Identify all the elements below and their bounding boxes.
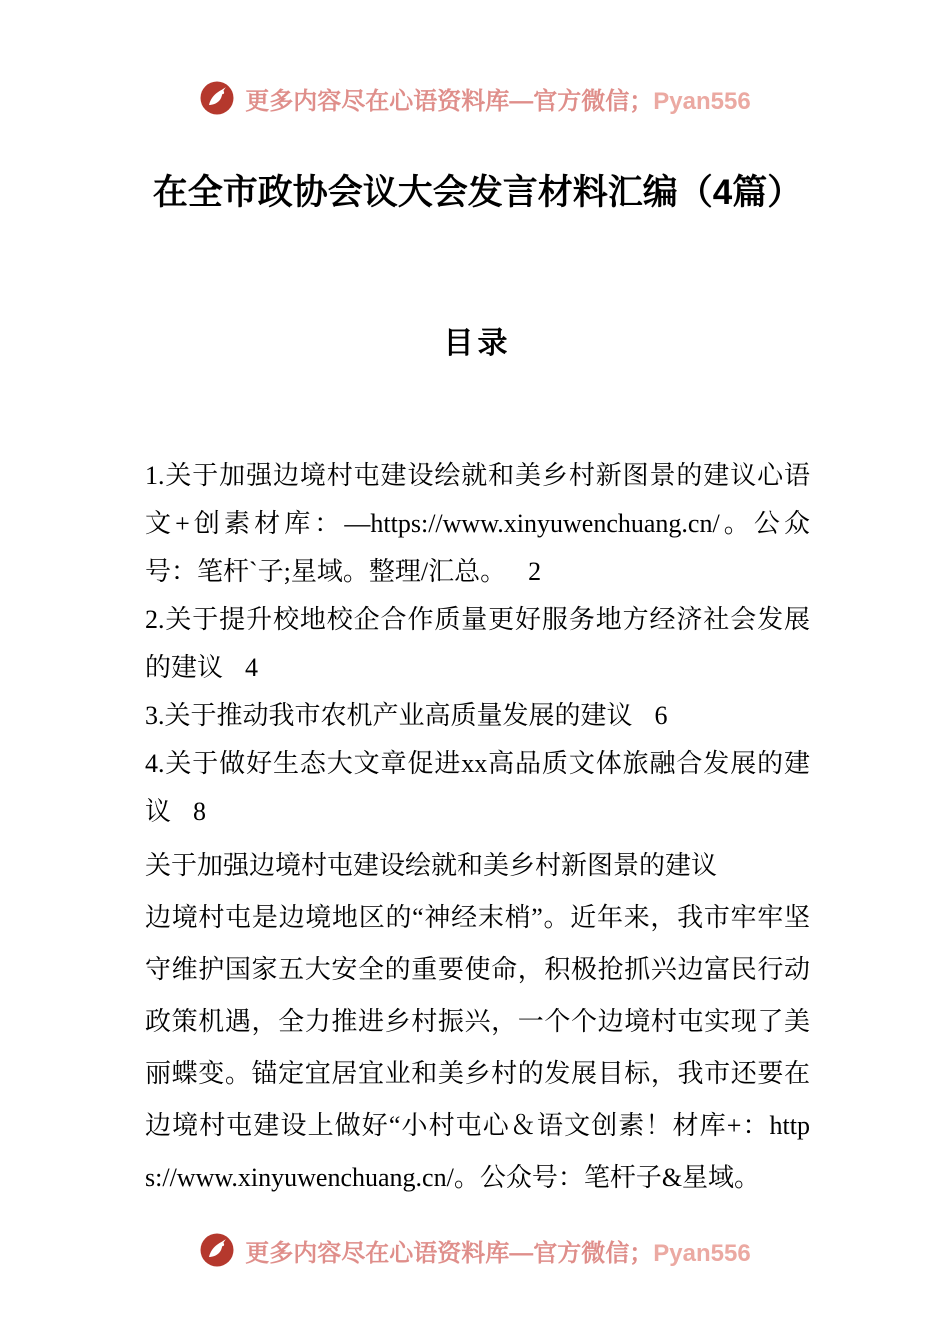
toc-item-1 <box>145 452 810 596</box>
document-title: 在全市政协会议大会发言材料汇编（4篇） <box>152 173 803 212</box>
toc-item-page: 6 <box>654 701 668 730</box>
watermark-prefix: 更多内容尽在心语资料库—官方微信； <box>245 87 654 115</box>
watermark-account: Pyan556 <box>653 1239 751 1267</box>
toc-item-label: 2.关于提升校地校企合作质量更好服务地方经济社会发展的建议 <box>145 605 810 682</box>
toc-item-label: 1.关于加强边境村屯建设绘就和美乡村新图景的建议心语文+创素材库：—https://www.xinyuwenchuang.cn/。公众号：笔杆`子;星域。整理/汇总。 <box>145 461 810 586</box>
toc-item-page: 2 <box>528 557 542 586</box>
section-heading: 关于加强边境村屯建设绘就和美乡村新图景的建议 <box>145 851 718 880</box>
table-of-contents <box>145 452 810 836</box>
swirl-logo-icon <box>199 80 235 116</box>
watermark-account: Pyan556 <box>653 87 751 115</box>
toc-item-3 <box>145 692 810 740</box>
footer-watermark-text <box>245 1233 750 1268</box>
toc-item-4 <box>145 740 810 836</box>
header-watermark-text <box>245 81 750 116</box>
toc-item-page: 4 <box>245 653 259 682</box>
toc-item-label: 3.关于推动我市农机产业高质量发展的建议 <box>145 701 633 730</box>
toc-item-2 <box>145 596 810 692</box>
swirl-logo-icon <box>199 1232 235 1268</box>
footer-watermark <box>0 1232 950 1268</box>
toc-item-page: 8 <box>193 797 207 826</box>
watermark-prefix: 更多内容尽在心语资料库—官方微信； <box>245 1239 654 1267</box>
toc-heading: 目录 <box>443 327 512 360</box>
header-watermark <box>0 80 950 116</box>
toc-item-label: 4.关于做好生态大文章促进xx高品质文体旅融合发展的建议 <box>145 749 810 826</box>
body-paragraph: 边境村屯是边境地区的“神经末梢”。近年来，我市牢牢坚守维护国家五大安全的重要使命，积极抢抓兴边富民行动政策机遇，全力推进乡村振兴，一个个边境村屯实现了美丽蝶变。锚定宜居宜业和美乡村的发展目标，我市还要在边境村屯建设上做好“小村屯心＆语文创素！材库+：https://www.xinyuwenchuang.cn/。公众号：笔杆子&星域。 <box>145 903 810 1192</box>
